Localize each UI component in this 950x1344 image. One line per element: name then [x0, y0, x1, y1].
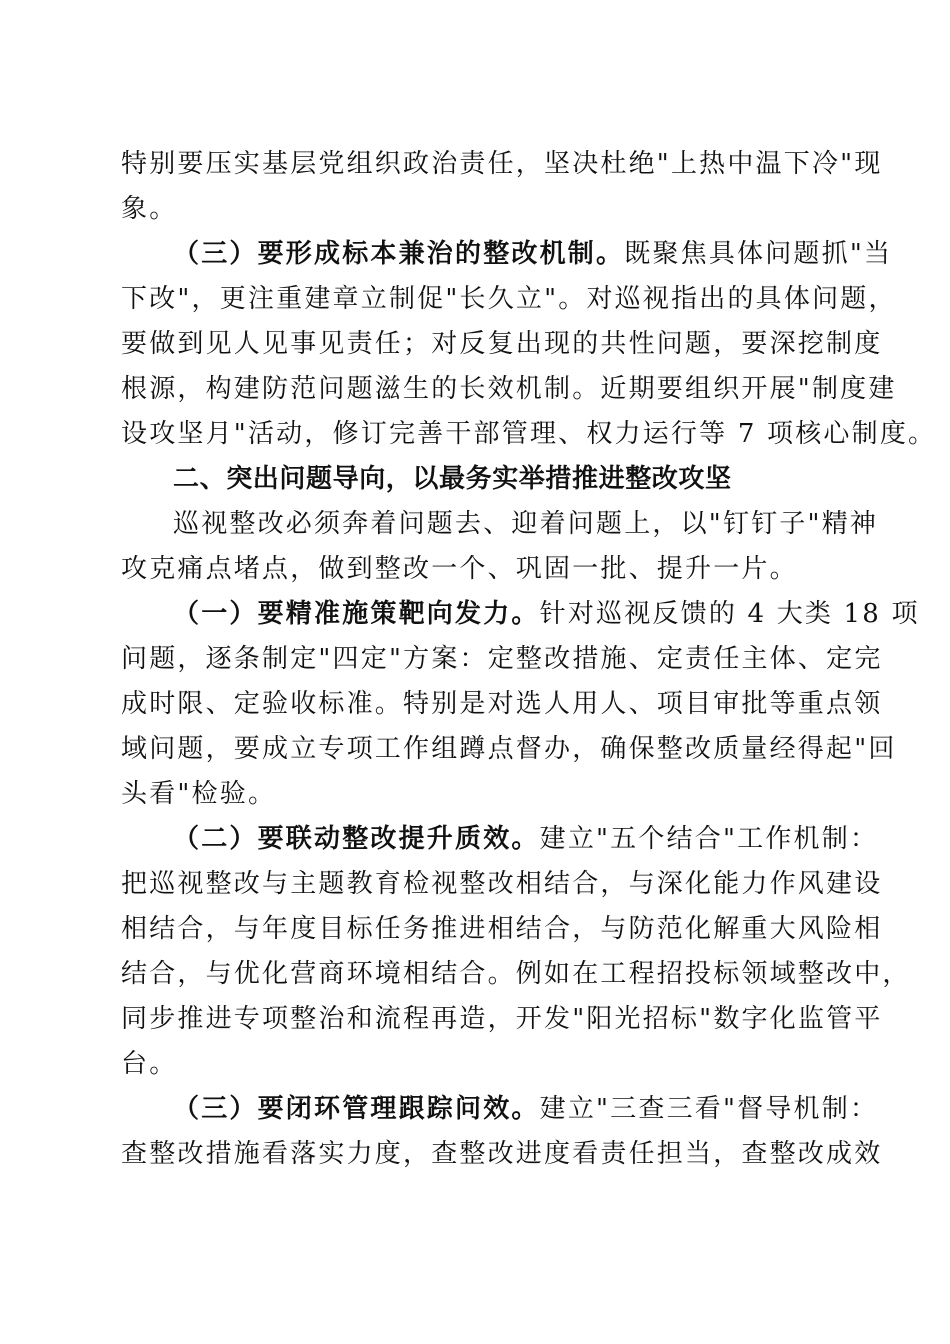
- paragraph-line: 下改"，更注重建章立制促"长久立"。对巡视指出的具体问题，: [121, 284, 897, 314]
- item-marker: （一）: [173, 599, 258, 629]
- section-item-three: [173, 234, 893, 274]
- paragraph-line: 根源，构建防范问题滋生的长效机制。近期要组织开展"制度建: [121, 374, 897, 404]
- paragraph-line: 台。: [121, 1049, 178, 1079]
- paragraph-line: 巡视整改必须奔着问题去、迎着问题上，以"钉钉子"精神: [173, 509, 879, 539]
- item-text: 建立"五个结合"工作机制：: [539, 824, 879, 854]
- section-item-two: [173, 819, 879, 859]
- paragraph-line: 头看"检验。: [121, 779, 277, 809]
- paragraph-line: 成时限、定验收标准。特别是对选人用人、项目审批等重点领: [121, 689, 883, 719]
- paragraph-line: 把巡视整改与主题教育检视整改相结合，与深化能力作风建设: [121, 869, 883, 899]
- item-lead: 要闭环管理跟踪问效。: [257, 1094, 540, 1124]
- paragraph-line: 设攻坚月"活动，修订完善干部管理、权力运行等 7 项核心制度。: [121, 419, 937, 449]
- paragraph-line: 要做到见人见事见责任；对反复出现的共性问题，要深挖制度: [121, 329, 883, 359]
- section-item-one: [173, 594, 920, 634]
- section-item-three-b: [173, 1089, 879, 1129]
- paragraph-line: 域问题，要成立专项工作组蹲点督办，确保整改质量经得起"回: [121, 734, 897, 764]
- paragraph-line: 相结合，与年度目标任务推进相结合，与防范化解重大风险相: [121, 914, 883, 944]
- item-lead: 要联动整改提升质效。: [257, 824, 540, 854]
- item-text: 建立"三查三看"督导机制：: [539, 1094, 879, 1124]
- item-text: 既聚焦具体问题抓"当: [624, 239, 893, 269]
- item-marker: （三）: [173, 1094, 258, 1124]
- paragraph-line: 结合，与优化营商环境相结合。例如在工程招投标领域整改中，: [121, 959, 911, 989]
- item-marker: （三）: [173, 239, 258, 269]
- paragraph-line: 同步推进专项整治和流程再造，开发"阳光招标"数字化监管平: [121, 1004, 883, 1034]
- paragraph-line: 特别要压实基层党组织政治责任，坚决杜绝"上热中温下冷"现: [121, 149, 883, 179]
- paragraph-line: 攻克痛点堵点，做到整改一个、巩固一批、提升一片。: [121, 554, 798, 584]
- item-marker: （二）: [173, 824, 258, 854]
- item-lead: 要精准施策靶向发力。: [257, 599, 540, 629]
- section-heading: 二、突出问题导向，以最务实举措推进整改攻坚: [173, 464, 732, 494]
- item-text: 针对巡视反馈的 4 大类 18 项: [539, 599, 920, 629]
- paragraph-line: 象。: [121, 194, 178, 224]
- item-lead: 要形成标本兼治的整改机制。: [257, 239, 625, 269]
- paragraph-line: 查整改措施看落实力度，查整改进度看责任担当，查整改成效: [121, 1139, 883, 1169]
- paragraph-line: 问题，逐条制定"四定"方案：定整改措施、定责任主体、定完: [121, 644, 883, 674]
